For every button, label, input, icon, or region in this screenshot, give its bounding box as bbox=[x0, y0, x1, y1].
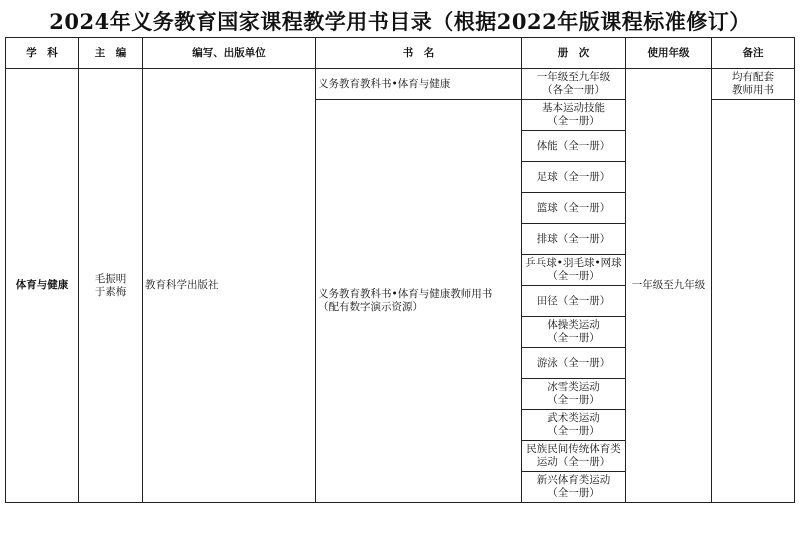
textbook-name-cell: 义务教育教科书•体育与健康 bbox=[316, 69, 522, 100]
header-grade: 使用年级 bbox=[626, 38, 712, 69]
catalog-table bbox=[5, 37, 795, 503]
header-row bbox=[6, 38, 795, 69]
volume-cell: 民族民间传统体育类 运动（全一册） bbox=[522, 441, 626, 472]
volume-cell: 体操类运动 （全一册） bbox=[522, 317, 626, 348]
volume-cell: 武术类运动 （全一册） bbox=[522, 410, 626, 441]
grade-cell: 一年级至九年级 bbox=[626, 69, 712, 503]
textbook-volume-cell: 一年级至九年级 （各全一册） bbox=[522, 69, 626, 100]
page-title: 2024年义务教育国家课程教学用书目录（根据2022年版课程标准修订） bbox=[49, 9, 751, 34]
publisher-cell: 教育科学出版社 bbox=[143, 69, 316, 503]
editor-cell: 毛振明 于素梅 bbox=[79, 69, 143, 503]
volume-cell: 冰雪类运动 （全一册） bbox=[522, 379, 626, 410]
volume-cell: 游泳（全一册） bbox=[522, 348, 626, 379]
volume-cell: 田径（全一册） bbox=[522, 286, 626, 317]
teacher-book-name-cell: 义务教育教科书•体育与健康教师用书 （配有数字演示资源） bbox=[316, 100, 522, 503]
volume-cell: 排球（全一册） bbox=[522, 224, 626, 255]
header-volume: 册 次 bbox=[522, 38, 626, 69]
header-book: 书 名 bbox=[316, 38, 522, 69]
header-publisher: 编写、出版单位 bbox=[143, 38, 316, 69]
subject-cell: 体育与健康 bbox=[6, 69, 79, 503]
table-row bbox=[6, 69, 795, 100]
header-subject: 学 科 bbox=[6, 38, 79, 69]
volume-cell: 篮球（全一册） bbox=[522, 193, 626, 224]
volume-cell: 体能（全一册） bbox=[522, 131, 626, 162]
volume-cell: 新兴体育类运动 （全一册） bbox=[522, 472, 626, 503]
volume-cell: 基本运动技能 （全一册） bbox=[522, 100, 626, 131]
header-note: 备注 bbox=[712, 38, 795, 69]
volume-cell: 乒乓球•羽毛球•网球 （全一册） bbox=[522, 255, 626, 286]
volume-cell: 足球（全一册） bbox=[522, 162, 626, 193]
note-empty-cell bbox=[712, 100, 795, 503]
note-cell: 均有配套 教师用书 bbox=[712, 69, 795, 100]
header-editor: 主 编 bbox=[79, 38, 143, 69]
